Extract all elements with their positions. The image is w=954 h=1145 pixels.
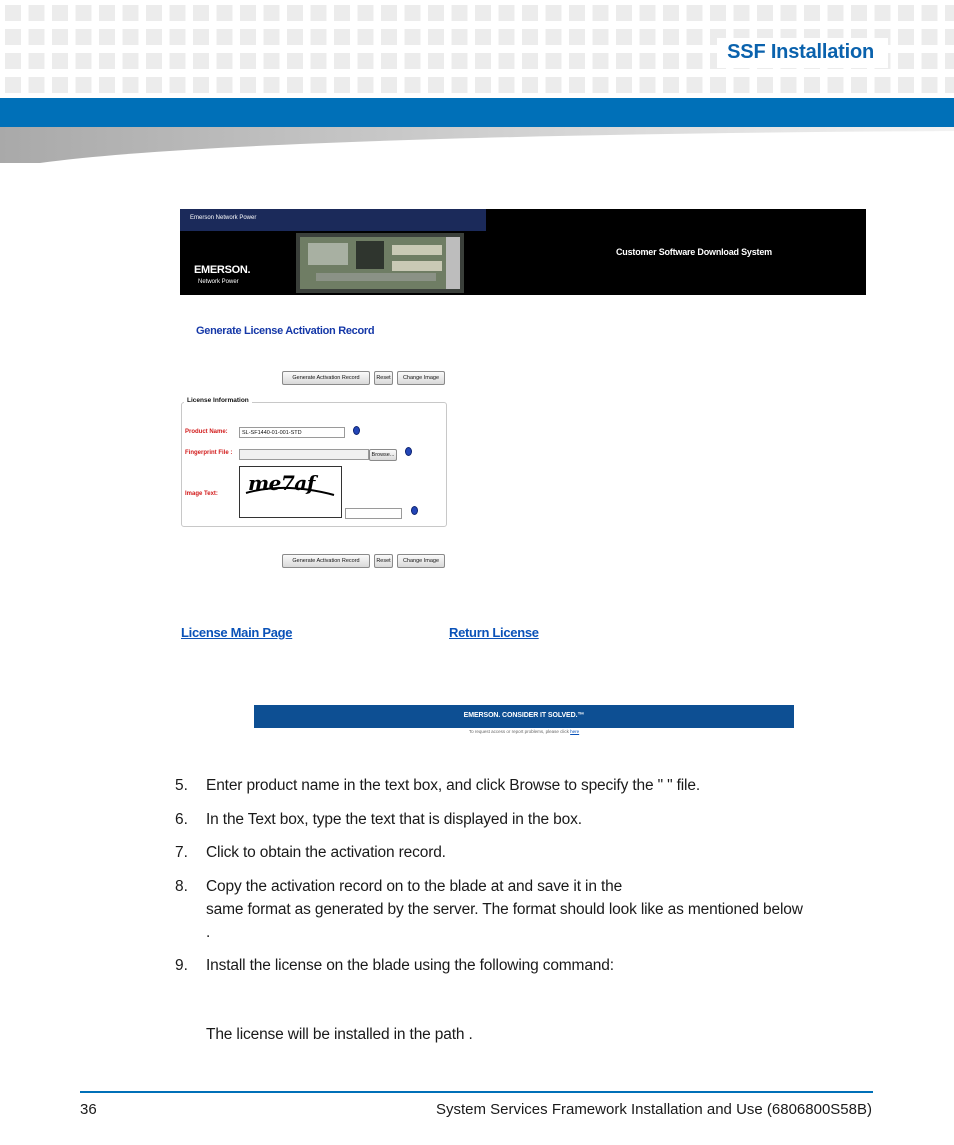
banner-strip	[180, 209, 486, 231]
help-icon[interactable]	[405, 447, 412, 456]
step-text-continuation: .	[206, 924, 211, 941]
step-text-note: The license will be installed in the path .	[206, 1026, 473, 1043]
step-number: 5.	[175, 777, 188, 794]
help-icon[interactable]	[411, 506, 418, 515]
help-icon[interactable]	[353, 426, 360, 435]
button-row-top	[282, 371, 444, 385]
change-image-button[interactable]: Change Image	[397, 554, 445, 568]
fingerprint-file-input[interactable]	[239, 449, 369, 460]
captcha-image	[239, 466, 342, 518]
document-title: System Services Framework Installation and Use (6806800S58B)	[435, 1101, 872, 1118]
emerson-footer-bar	[254, 705, 794, 728]
step-number: 8.	[175, 878, 188, 895]
header-blue-bar	[0, 98, 954, 127]
emerson-logo-subtext: Network Power	[198, 279, 239, 285]
browse-button[interactable]: Browse...	[369, 449, 397, 461]
step-text: Copy the activation record on to the blade at and save it in the	[206, 878, 623, 895]
page-title: Generate License Activation Record	[196, 325, 375, 337]
image-text-input[interactable]	[345, 508, 402, 519]
system-title: Customer Software Download System	[616, 247, 772, 257]
download-system-banner	[180, 209, 866, 295]
generate-activation-record-button[interactable]: Generate Activation Record	[282, 554, 370, 568]
return-license-link[interactable]: Return License	[449, 625, 539, 640]
step-number: 9.	[175, 957, 188, 974]
fingerprint-file-label: Fingerprint File :	[185, 450, 233, 456]
reset-button[interactable]: Reset	[374, 371, 393, 385]
footer-note	[254, 729, 794, 734]
section-title-box	[717, 38, 888, 68]
license-main-page-link[interactable]: License Main Page	[181, 625, 293, 640]
section-title: SSF Installation	[727, 41, 874, 63]
banner-small-text: Emerson Network Power	[190, 215, 257, 221]
step-text: Install the license on the blade using the following command:	[206, 957, 614, 974]
step-number: 7.	[175, 844, 188, 861]
reset-button[interactable]: Reset	[374, 554, 393, 568]
captcha-text: me7af	[248, 471, 315, 495]
page-number: 36	[80, 1101, 97, 1118]
product-name-label: Product Name:	[185, 429, 228, 435]
footer-slogan: EMERSON. CONSIDER IT SOLVED.™	[463, 712, 585, 719]
generate-activation-record-button[interactable]: Generate Activation Record	[282, 371, 370, 385]
footer-note-link[interactable]: here	[570, 729, 580, 734]
step-number: 6.	[175, 811, 188, 828]
step-text: Enter product name in the text box, and click Browse to specify the " " file.	[206, 777, 700, 794]
license-info-legend: License Information	[184, 397, 252, 404]
footer-rule	[80, 1091, 873, 1093]
step-text: In the Text box, type the text that is displayed in the box.	[206, 811, 582, 828]
step-text-continuation: same format as generated by the server. The format should look like as mentioned below	[206, 901, 803, 918]
blade-board-image	[296, 233, 464, 293]
header-swoosh	[0, 127, 954, 163]
emerson-logo: EMERSON.	[194, 264, 251, 276]
captcha-strike-line	[244, 481, 336, 501]
banner-left-panel	[180, 209, 486, 295]
footer-note-text: To request access or report problems, please click	[468, 729, 571, 734]
change-image-button[interactable]: Change Image	[397, 371, 445, 385]
product-name-input[interactable]: SL-SF1440-01-001-STD	[239, 427, 345, 438]
button-row-bottom	[282, 554, 444, 568]
step-text: Click to obtain the activation record.	[206, 844, 446, 861]
image-text-label: Image Text:	[185, 491, 218, 497]
